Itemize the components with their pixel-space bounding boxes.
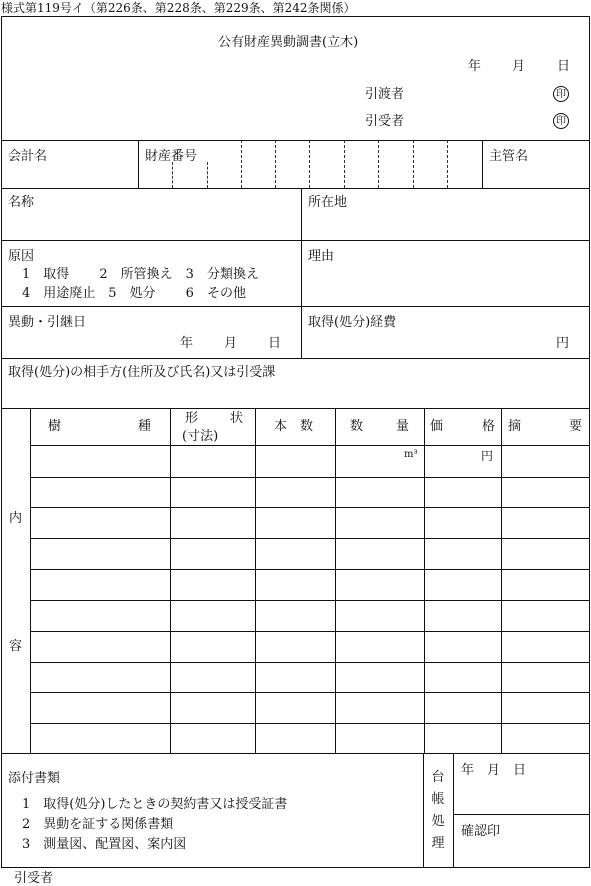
rule [482, 140, 483, 188]
transferor-label: 引渡者 [365, 87, 405, 102]
table-row-line [30, 723, 590, 724]
rule [138, 140, 139, 188]
rule [335, 408, 336, 753]
rule [1, 240, 590, 241]
transferee-label: 引受者 [365, 114, 405, 129]
col-shape-b: 状 [230, 411, 244, 426]
digit-divider [275, 140, 276, 188]
rule [1, 188, 590, 189]
manager-label: 主管名 [489, 149, 529, 164]
reason-label: 理由 [308, 249, 335, 264]
transfer-date-month: 月 [224, 336, 238, 351]
table-row-line [30, 692, 590, 693]
header-date-year: 年 [468, 59, 482, 74]
ledger-char: 理 [431, 836, 445, 851]
content-label-bottom: 容 [9, 639, 23, 654]
rule [501, 408, 502, 753]
confirm-seal-label: 確認印 [461, 824, 501, 839]
rule [1, 358, 590, 359]
attachment-item: 3 測量図、配置図、案内図 [22, 837, 187, 852]
table-row-line [30, 507, 590, 508]
footer-transferee: 引受者 [14, 871, 54, 886]
ledger-char: 帳 [431, 792, 445, 807]
table-row-line [30, 569, 590, 570]
attachment-item: 2 異動を証する関係書類 [22, 817, 174, 832]
col-shape-a: 形 [185, 411, 199, 426]
digit-divider [207, 162, 208, 188]
table-row-line [30, 538, 590, 539]
content-label-top: 内 [9, 511, 23, 526]
ledger-char: 処 [431, 814, 445, 829]
col-count: 本 数 [274, 419, 314, 434]
rule [453, 814, 590, 815]
rule [301, 188, 302, 358]
col-shape-size: (寸法) [182, 429, 219, 444]
document-title: 公有財産異動調書(立木) [218, 35, 359, 50]
rule [423, 753, 424, 868]
name-label: 名称 [8, 195, 35, 210]
ledger-char: 台 [431, 770, 445, 785]
transferee-seal-icon: 印 [553, 113, 569, 129]
transfer-date-label: 異動・引継日 [8, 315, 87, 330]
digit-divider [172, 162, 173, 188]
rule [170, 408, 171, 753]
table-row-line [30, 477, 590, 478]
ledger-processing-label [430, 771, 446, 859]
digit-divider [447, 140, 448, 188]
digit-divider [241, 140, 242, 188]
header-date-day: 日 [557, 59, 571, 74]
attachments-label: 添付書類 [8, 771, 61, 786]
col-volume-b: 量 [396, 419, 410, 434]
digit-divider [344, 140, 345, 188]
col-price-a: 価 [430, 419, 444, 434]
transfer-date-day: 日 [268, 336, 282, 351]
rule [424, 408, 425, 753]
table-row-line [30, 662, 590, 663]
col-price-b: 格 [482, 419, 496, 434]
expense-label: 取得(処分)経費 [308, 315, 397, 330]
price-unit: 円 [481, 449, 494, 463]
expense-yen-unit: 円 [556, 336, 570, 351]
volume-unit: m³ [404, 449, 418, 460]
property-number-label: 財産番号 [145, 149, 198, 164]
rule [1, 306, 590, 307]
table-row-line [30, 600, 590, 601]
ledger-date: 年 月 日 [461, 763, 527, 778]
digit-divider [413, 140, 414, 188]
col-remarks-b: 要 [569, 419, 583, 434]
col-volume-a: 数 [350, 419, 364, 434]
cause-label: 原因 [8, 249, 35, 264]
rule [453, 753, 454, 868]
transfer-date-year: 年 [180, 336, 194, 351]
cause-options-line1: 1 取得 2 所管換え 3 分類換え [22, 267, 259, 282]
rule [1, 753, 590, 754]
account-name-label: 会計名 [8, 149, 48, 164]
rule [30, 408, 31, 753]
col-species-a: 樹 [48, 419, 62, 434]
attachment-item: 1 取得(処分)したときの契約書又は授受証書 [22, 797, 288, 812]
counterparty-label: 取得(処分)の相手方(住所及び氏名)又は引受課 [8, 365, 276, 380]
col-species-b: 種 [138, 419, 152, 434]
table-row-line [30, 631, 590, 632]
table-row-line [30, 445, 590, 446]
location-label: 所在地 [308, 195, 348, 210]
rule [255, 408, 256, 753]
form-id: 様式第119号イ（第226条、第228条、第229条、第242条関係） [1, 1, 356, 15]
header-date-month: 月 [512, 59, 526, 74]
digit-divider [309, 140, 310, 188]
col-remarks-a: 摘 [508, 419, 522, 434]
rule [1, 140, 590, 141]
transferor-seal-icon: 印 [553, 86, 569, 102]
cause-options-line2: 4 用途廃止 5 処分 6 その他 [22, 286, 246, 301]
digit-divider [378, 140, 379, 188]
